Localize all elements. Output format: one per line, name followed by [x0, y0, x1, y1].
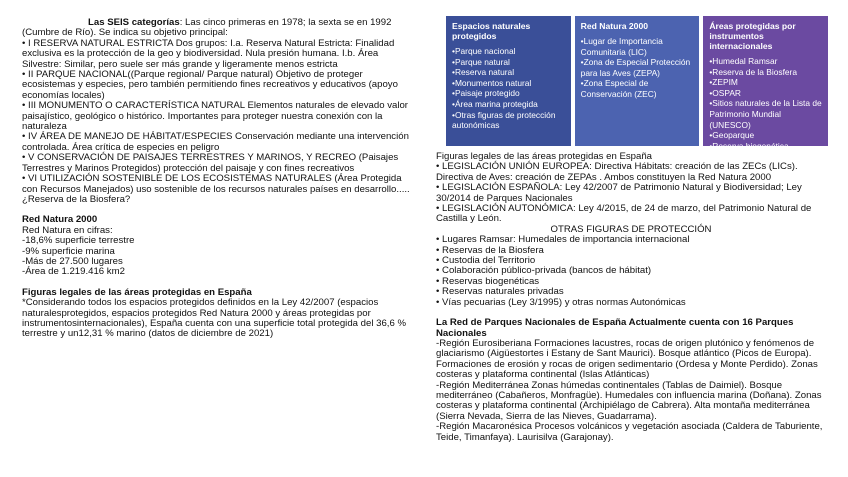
region-mediterranea: -Región Mediterránea Zonas húmedas continentales (Tablas de Daimiel). Bosque mediterráneo (Cabañeros, Monfragüe). Humedales con influencia marina (Doñana). Zonas costeras y plataforma continental (Archipiélago de Cabrera). Alta montaña mediterránea (Sierra Nevada, Sierra de las Nieves, Guadarrama). [436, 379, 822, 422]
box-item: • Geoparque [709, 130, 822, 141]
box-areas-internacionales [703, 16, 828, 151]
list-item: • Vías pecuarias (Ley 3/1995) y otras normas Autonómicas [436, 298, 826, 308]
box-item: • Área marina protegida [452, 99, 565, 110]
right-column [436, 152, 826, 443]
category-3: • III MONUMENTO O CARACTERÍSTICA NATURAL Elementos naturales de elevado valor paisajístico, geológico o histórico. Importantes para proteger nuestra conexión con la naturaleza [22, 100, 408, 133]
category-2: • II PARQUE NACIONAL((Parque regional/ Parque natural) Objetivo de proteger ecosistemas y especies, pero también permitiendo fines recreativos y educativos (apoyo economías locales) [22, 69, 398, 101]
left-column [22, 18, 414, 340]
otras-figuras-title: OTRAS FIGURAS DE PROTECCIÓN [550, 223, 712, 235]
box-item: • Humedal Ramsar [709, 56, 822, 67]
list-item: • Lugares Ramsar: Humedales de importancia internacional [436, 235, 826, 245]
box-item: • Sitios naturales de la Lista de Patrimonio Mundial (UNESCO) [709, 98, 822, 130]
box-item: • OSPAR [709, 88, 822, 99]
box-item: • Zona de Especial Protección para las Aves (ZEPA) [581, 57, 694, 78]
legislacion-espanola: • LEGISLACIÓN ESPAÑOLA: Ley 42/2007 de Patrimonio Natural y Biodiversidad; Ley 30/2014 de Parques Nacionales [436, 182, 802, 204]
list-item: • Reservas naturales privadas [436, 287, 826, 297]
list-item: • Reservas biogenéticas [436, 277, 826, 287]
region-eurosiberiana: -Región Eurosiberiana Formaciones lacustres, rocas de origen plutónico y fenómenos de glaciarismo (Aigüestortes i Estany de Sant Maurici). Bosque atlántico (Picos de Europa). Formaciones de erosión y rocas de origen sedimentario (Ordesa y Monte Perdido). Zonas costeras y plataforma continental (Islas Atlánticas) [436, 337, 818, 381]
category-5: • V CONSERVACIÓN DE PAISAJES TERRESTRES Y MARINOS, Y RECREO (Paisajes Terrestres y Marinos Protegidos) protección del paisaje y con fines recreativos [22, 152, 399, 174]
red-natura-line: -Área de 1.219.416 km2 [22, 266, 125, 278]
box-title: Red Natura 2000 [580, 21, 649, 31]
category-1: • I RESERVA NATURAL ESTRICTA Dos grupos: I.a. Reserva Natural Estricta: Finalidad exclusiva es la protección de la geo y biodiversidad. Nula presión humana. I.b. Área Silvestre: Similar, pero suele ser más grande y ligeramente menos estricta [22, 37, 395, 70]
category-6: • VI UTILIZACIÓN SOSTENIBLE DE LOS ECOSISTEMAS NATURALES (Área Protegida con Recursos Manejados) uso sostenible de los recursos naturales países en desarrollo..... ¿Reserva de la Biosfera? [22, 173, 410, 205]
box-espacios-naturales [446, 16, 571, 146]
intro-text: : Las cinco primeras en 1978; la sexta se en 1992 (Cumbre de Río). Se indica su objetivo principal: [22, 17, 392, 39]
otras-figuras-list [436, 235, 826, 308]
intro-paragraph [22, 18, 414, 39]
box-title: Espacios naturales protegidos [452, 21, 531, 41]
box-item: • Otras figuras de protección autonómicas [452, 110, 565, 131]
box-item: • Reserva de la Biosfera [709, 67, 822, 78]
category-4: • IV ÁREA DE MANEJO DE HÁBITAT/ESPECIES Conservación mediante una intervención controlada. Área crítica de especies en peligro [22, 131, 409, 153]
box-item: • Parque natural [452, 57, 565, 68]
list-item: • Custodia del Territorio [436, 256, 826, 266]
figuras-legales-text: *Considerando todos los espacios protegidos definidos en la Ley 42/2007 (espacios naturalesprotegidos, espacios protegidos Red Natura 2000 y áreas protegidas por instrumentosinternacionales), España cuenta con una superficie total protegida del 36,6 % terrestre y un12,31 % marino (datos de diciembre de 2021) [22, 297, 406, 340]
protected-areas-infographic [446, 16, 828, 151]
figuras-legales-title: Figuras legales de las áreas protegidas en España [22, 286, 252, 298]
box-item: • Lugar de Importancia Comunitaria (LIC) [581, 36, 694, 57]
box-item: • Paisaje protegido [452, 88, 565, 99]
box-item: • ZEPIM [709, 77, 822, 88]
red-natura-line: -Más de 27.500 lugares [22, 255, 123, 267]
box-item: • Parque nacional [452, 46, 565, 57]
intro-title: Las SEIS categorías [88, 17, 180, 28]
parques-nacionales-title: La Red de Parques Nacionales de España Actualmente cuenta con 16 Parques Nacionales [436, 317, 794, 339]
red-natura-line: -18,6% superficie terrestre [22, 235, 135, 247]
list-item: • Colaboración público-privada (bancos de hábitat) [436, 266, 826, 276]
box-red-natura [575, 16, 700, 146]
list-item: • Reservas de la Biosfera [436, 246, 826, 256]
red-natura-line: -9% superficie marina [22, 245, 115, 257]
legislacion-ue: • LEGISLACIÓN UNIÓN EUROPEA: Directiva Hábitats: creación de las ZECs (LICs). Directiva de Aves: creación de ZEPAs . Ambos constituyen la Red Natura 2000 [436, 161, 798, 183]
legislacion-autonomica: • LEGISLACIÓN AUTONÓMICA: Ley 4/2015, de 24 de marzo, del Patrimonio Natural de Castilla y León. [436, 203, 812, 225]
red-natura-title: Red Natura 2000 [22, 214, 98, 226]
box-item: • Monumentos natural [452, 78, 565, 89]
box-title: Áreas protegidas por instrumentos internacionales [709, 21, 796, 51]
red-natura-line: Red Natura en cifras: [22, 224, 113, 236]
box-item: • Reserva natural [452, 67, 565, 78]
box-item: • Zona Especial de Conservación (ZEC) [581, 78, 694, 99]
figuras-title: Figuras legales de las áreas protegidas en España [436, 151, 652, 162]
region-macaronesica: -Región Macaronésica Procesos volcánicos y vegetación asociada (Caldera de Taburiente, Teide, Timanfaya). Laurisilva (Garajonay). [436, 421, 823, 443]
box-item: • Reserva biogenética [709, 141, 822, 152]
